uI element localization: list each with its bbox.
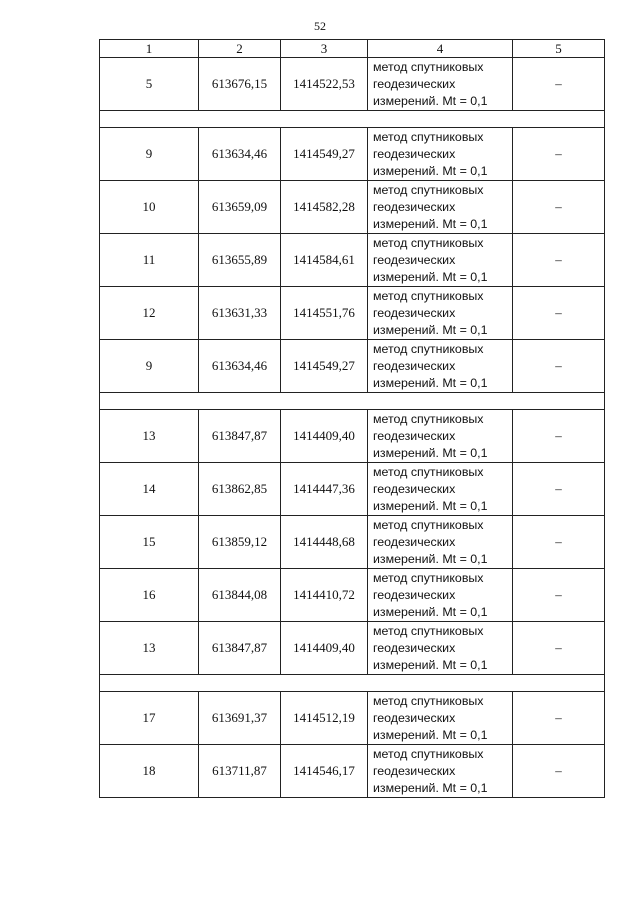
- x-coordinate-cell: 613847,87: [199, 622, 281, 675]
- dash-cell: –: [513, 569, 605, 622]
- method-line: геодезических: [373, 640, 456, 655]
- y-coordinate-cell: 1414549,27: [281, 128, 368, 181]
- method-line: геодезических: [373, 305, 456, 320]
- coordinates-table: [99, 39, 605, 798]
- point-cell: 9: [100, 128, 199, 181]
- method-cell: [368, 58, 513, 111]
- x-coordinate-cell: 613711,87: [199, 745, 281, 798]
- method-cell: [368, 181, 513, 234]
- y-coordinate-cell: 1414584,61: [281, 234, 368, 287]
- point-cell: 10: [100, 181, 199, 234]
- method-line: измерений. Mt = 0,1: [373, 375, 488, 390]
- separator-row: [100, 675, 605, 692]
- method-line: метод спутниковых: [373, 341, 484, 356]
- method-line: метод спутниковых: [373, 517, 484, 532]
- table-row: [100, 622, 605, 675]
- x-coordinate-cell: 613844,08: [199, 569, 281, 622]
- method-line: измерений. Mt = 0,1: [373, 551, 488, 566]
- method-line: метод спутниковых: [373, 746, 484, 761]
- method-line: измерений. Mt = 0,1: [373, 216, 488, 231]
- method-line: геодезических: [373, 76, 456, 91]
- y-coordinate-cell: 1414409,40: [281, 622, 368, 675]
- method-cell: [368, 128, 513, 181]
- method-line: метод спутниковых: [373, 288, 484, 303]
- column-header: 4: [368, 40, 513, 58]
- method-cell: [368, 622, 513, 675]
- method-line: метод спутниковых: [373, 623, 484, 638]
- method-line: метод спутниковых: [373, 411, 484, 426]
- method-cell: [368, 569, 513, 622]
- y-coordinate-cell: 1414448,68: [281, 516, 368, 569]
- table-body: [100, 58, 605, 798]
- method-line: измерений. Mt = 0,1: [373, 657, 488, 672]
- table-row: [100, 287, 605, 340]
- method-cell: [368, 692, 513, 745]
- separator-row: [100, 111, 605, 128]
- method-line: геодезических: [373, 587, 456, 602]
- y-coordinate-cell: 1414546,17: [281, 745, 368, 798]
- method-cell: [368, 234, 513, 287]
- dash-cell: –: [513, 340, 605, 393]
- x-coordinate-cell: 613659,09: [199, 181, 281, 234]
- table-row: [100, 58, 605, 111]
- method-line: геодезических: [373, 252, 456, 267]
- dash-cell: –: [513, 745, 605, 798]
- method-line: геодезических: [373, 481, 456, 496]
- point-cell: 9: [100, 340, 199, 393]
- separator-cell: [100, 111, 605, 128]
- table-row: [100, 569, 605, 622]
- point-cell: 16: [100, 569, 199, 622]
- separator-cell: [100, 675, 605, 692]
- method-cell: [368, 516, 513, 569]
- method-cell: [368, 463, 513, 516]
- method-line: метод спутниковых: [373, 129, 484, 144]
- method-line: геодезических: [373, 763, 456, 778]
- dash-cell: –: [513, 463, 605, 516]
- method-line: измерений. Mt = 0,1: [373, 445, 488, 460]
- method-line: измерений. Mt = 0,1: [373, 163, 488, 178]
- point-cell: 17: [100, 692, 199, 745]
- point-cell: 13: [100, 622, 199, 675]
- method-line: метод спутниковых: [373, 182, 484, 197]
- header-row: [100, 40, 605, 58]
- column-header: 3: [281, 40, 368, 58]
- method-cell: [368, 745, 513, 798]
- table-row: [100, 128, 605, 181]
- method-cell: [368, 410, 513, 463]
- point-cell: 11: [100, 234, 199, 287]
- method-line: геодезических: [373, 428, 456, 443]
- x-coordinate-cell: 613634,46: [199, 340, 281, 393]
- y-coordinate-cell: 1414582,28: [281, 181, 368, 234]
- method-line: измерений. Mt = 0,1: [373, 604, 488, 619]
- method-line: измерений. Mt = 0,1: [373, 498, 488, 513]
- separator-cell: [100, 393, 605, 410]
- table-row: [100, 410, 605, 463]
- method-line: измерений. Mt = 0,1: [373, 780, 488, 795]
- method-line: метод спутниковых: [373, 59, 484, 74]
- method-line: метод спутниковых: [373, 464, 484, 479]
- x-coordinate-cell: 613676,15: [199, 58, 281, 111]
- y-coordinate-cell: 1414410,72: [281, 569, 368, 622]
- y-coordinate-cell: 1414549,27: [281, 340, 368, 393]
- y-coordinate-cell: 1414522,53: [281, 58, 368, 111]
- dash-cell: –: [513, 181, 605, 234]
- table-row: [100, 234, 605, 287]
- method-line: геодезических: [373, 534, 456, 549]
- x-coordinate-cell: 613634,46: [199, 128, 281, 181]
- x-coordinate-cell: 613859,12: [199, 516, 281, 569]
- x-coordinate-cell: 613691,37: [199, 692, 281, 745]
- point-cell: 13: [100, 410, 199, 463]
- method-cell: [368, 340, 513, 393]
- y-coordinate-cell: 1414409,40: [281, 410, 368, 463]
- point-cell: 12: [100, 287, 199, 340]
- y-coordinate-cell: 1414551,76: [281, 287, 368, 340]
- table-row: [100, 692, 605, 745]
- method-line: метод спутниковых: [373, 693, 484, 708]
- column-header: 1: [100, 40, 199, 58]
- table-row: [100, 745, 605, 798]
- method-line: геодезических: [373, 146, 456, 161]
- dash-cell: –: [513, 58, 605, 111]
- table-row: [100, 463, 605, 516]
- method-line: геодезических: [373, 358, 456, 373]
- page-number: 52: [314, 19, 326, 33]
- method-line: геодезических: [373, 199, 456, 214]
- method-line: измерений. Mt = 0,1: [373, 93, 488, 108]
- dash-cell: –: [513, 410, 605, 463]
- dash-cell: –: [513, 128, 605, 181]
- table-row: [100, 516, 605, 569]
- method-line: метод спутниковых: [373, 235, 484, 250]
- method-line: метод спутниковых: [373, 570, 484, 585]
- x-coordinate-cell: 613847,87: [199, 410, 281, 463]
- y-coordinate-cell: 1414447,36: [281, 463, 368, 516]
- method-line: измерений. Mt = 0,1: [373, 322, 488, 337]
- dash-cell: –: [513, 622, 605, 675]
- y-coordinate-cell: 1414512,19: [281, 692, 368, 745]
- column-header: 5: [513, 40, 605, 58]
- point-cell: 15: [100, 516, 199, 569]
- method-line: измерений. Mt = 0,1: [373, 269, 488, 284]
- x-coordinate-cell: 613631,33: [199, 287, 281, 340]
- point-cell: 18: [100, 745, 199, 798]
- method-cell: [368, 287, 513, 340]
- x-coordinate-cell: 613862,85: [199, 463, 281, 516]
- dash-cell: –: [513, 692, 605, 745]
- column-header: 2: [199, 40, 281, 58]
- point-cell: 5: [100, 58, 199, 111]
- x-coordinate-cell: 613655,89: [199, 234, 281, 287]
- method-line: измерений. Mt = 0,1: [373, 727, 488, 742]
- separator-row: [100, 393, 605, 410]
- method-line: геодезических: [373, 710, 456, 725]
- dash-cell: –: [513, 516, 605, 569]
- table-row: [100, 340, 605, 393]
- dash-cell: –: [513, 287, 605, 340]
- table-row: [100, 181, 605, 234]
- point-cell: 14: [100, 463, 199, 516]
- dash-cell: –: [513, 234, 605, 287]
